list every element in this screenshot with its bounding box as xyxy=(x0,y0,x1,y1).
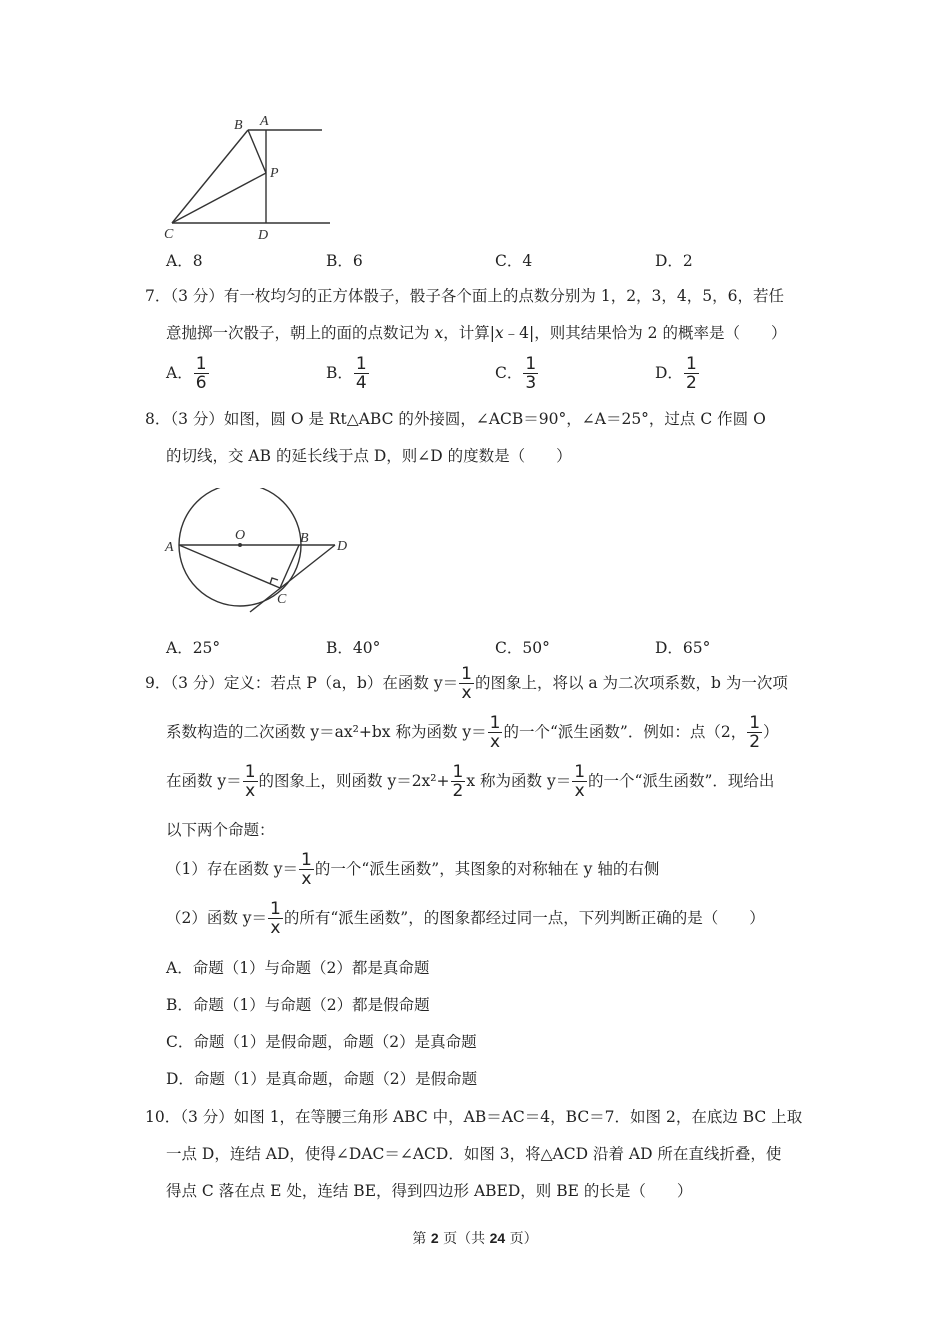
q7-line-1: 7．（3 分）有一枚均匀的正方体骰子，骰子各个面上的点数分别为 1，2，3，4，5，6，若任 xyxy=(145,287,784,305)
q9-proposition-1: （1）存在函数 y＝ $\frac{1}{x}$ 的一个“派生函数”，其图象的对称轴在 y 轴的右侧 xyxy=(166,850,660,889)
q9-line-4: 以下两个命题： xyxy=(166,821,275,839)
label-A: A xyxy=(165,540,174,555)
q9-option-b: B．命题（1）与命题（2）都是假命题 xyxy=(166,996,430,1014)
q10-line-2: 一点 D，连结 AD，使得∠DAC＝∠ACD．如图 3，将△ACD 沿着 AD 所在直线折叠，使 xyxy=(166,1145,782,1163)
label-P: P xyxy=(270,166,279,181)
q9-option-c: C．命题（1）是假命题，命题（2）是真命题 xyxy=(166,1033,477,1051)
q7-option-d: D． $\frac{1}{2}$ xyxy=(655,354,697,393)
label-C: C xyxy=(164,227,174,242)
q10-line-1: 10．（3 分）如图 1，在等腰三角形 ABC 中，AB＝AC＝4，BC＝7．如图 2，在底边 BC 上取 xyxy=(145,1108,803,1126)
q8-line-2: 的切线，交 AB 的延长线于点 D，则∠D 的度数是（ ） xyxy=(166,447,572,465)
q8-option-d: D．65° xyxy=(655,639,711,657)
q6-figure xyxy=(160,110,330,245)
label-D: D xyxy=(258,228,269,243)
q8-option-a: A．25° xyxy=(166,639,221,657)
q9-option-a: A．命题（1）与命题（2）都是真命题 xyxy=(166,959,430,977)
q7-option-c: C． $\frac{1}{3}$ xyxy=(495,354,537,393)
q6-option-d: D．2 xyxy=(655,252,693,270)
label-C: C xyxy=(277,592,287,607)
label-O: O xyxy=(235,528,246,543)
q9-option-d: D．命题（1）是真命题，命题（2）是假命题 xyxy=(166,1070,478,1088)
q10-line-3: 得点 C 落在点 E 处，连结 BE，得到四边形 ABED，则 BE 的长是（ ） xyxy=(166,1182,693,1200)
page-footer: 第 2 页（共 24 页） xyxy=(412,1230,538,1247)
q9-proposition-2: （2）函数 y＝ $\frac{1}{x}$ 的所有“派生函数”，的图象都经过同一点，下列判断正确的是（ ） xyxy=(166,899,765,938)
q9-line-2: 系数构造的二次函数 y＝ax²+bx 称为函数 y＝ $\frac{1}{x}$ 的一个“派生函数”．例如：点（2， $\frac{1}{2}$ ） xyxy=(166,713,779,752)
label-B: B xyxy=(300,531,309,546)
q6-option-b: B．6 xyxy=(326,252,363,270)
q7-option-b: B． $\frac{1}{4}$ xyxy=(326,354,367,393)
q7-option-a: A． $\frac{1}{6}$ xyxy=(166,354,207,393)
label-A: A xyxy=(260,114,269,129)
q8-line-1: 8．（3 分）如图，圆 O 是 Rt△ABC 的外接圆，∠ACB＝90°，∠A＝25°，过点 C 作圆 O xyxy=(145,410,766,428)
q8-figure xyxy=(160,488,360,618)
label-D: D xyxy=(337,539,348,554)
q9-line-1: 9．（3 分）定义：若点 P（a，b）在函数 y＝ $\frac{1}{x}$ 的图象上，将以 a 为二次项系数，b 为一次项 xyxy=(145,664,788,703)
label-B: B xyxy=(234,118,243,133)
q6-option-a: A．8 xyxy=(166,252,203,270)
q8-option-c: C．50° xyxy=(495,639,550,657)
q6-option-c: C．4 xyxy=(495,252,533,270)
q9-line-3: 在函数 y＝ $\frac{1}{x}$ 的图象上，则函数 y＝2x²+ $\frac{1}{2}$ x 称为函数 y＝ $\frac{1}{x}$ 的一个“派生函数”．现给出 xyxy=(166,762,775,801)
q8-option-b: B．40° xyxy=(326,639,381,657)
q7-line-2: 意抛掷一次骰子，朝上的面的点数记为 x，计算|x﹣4|，则其结果恰为 2 的概率是（ ） xyxy=(166,324,787,342)
